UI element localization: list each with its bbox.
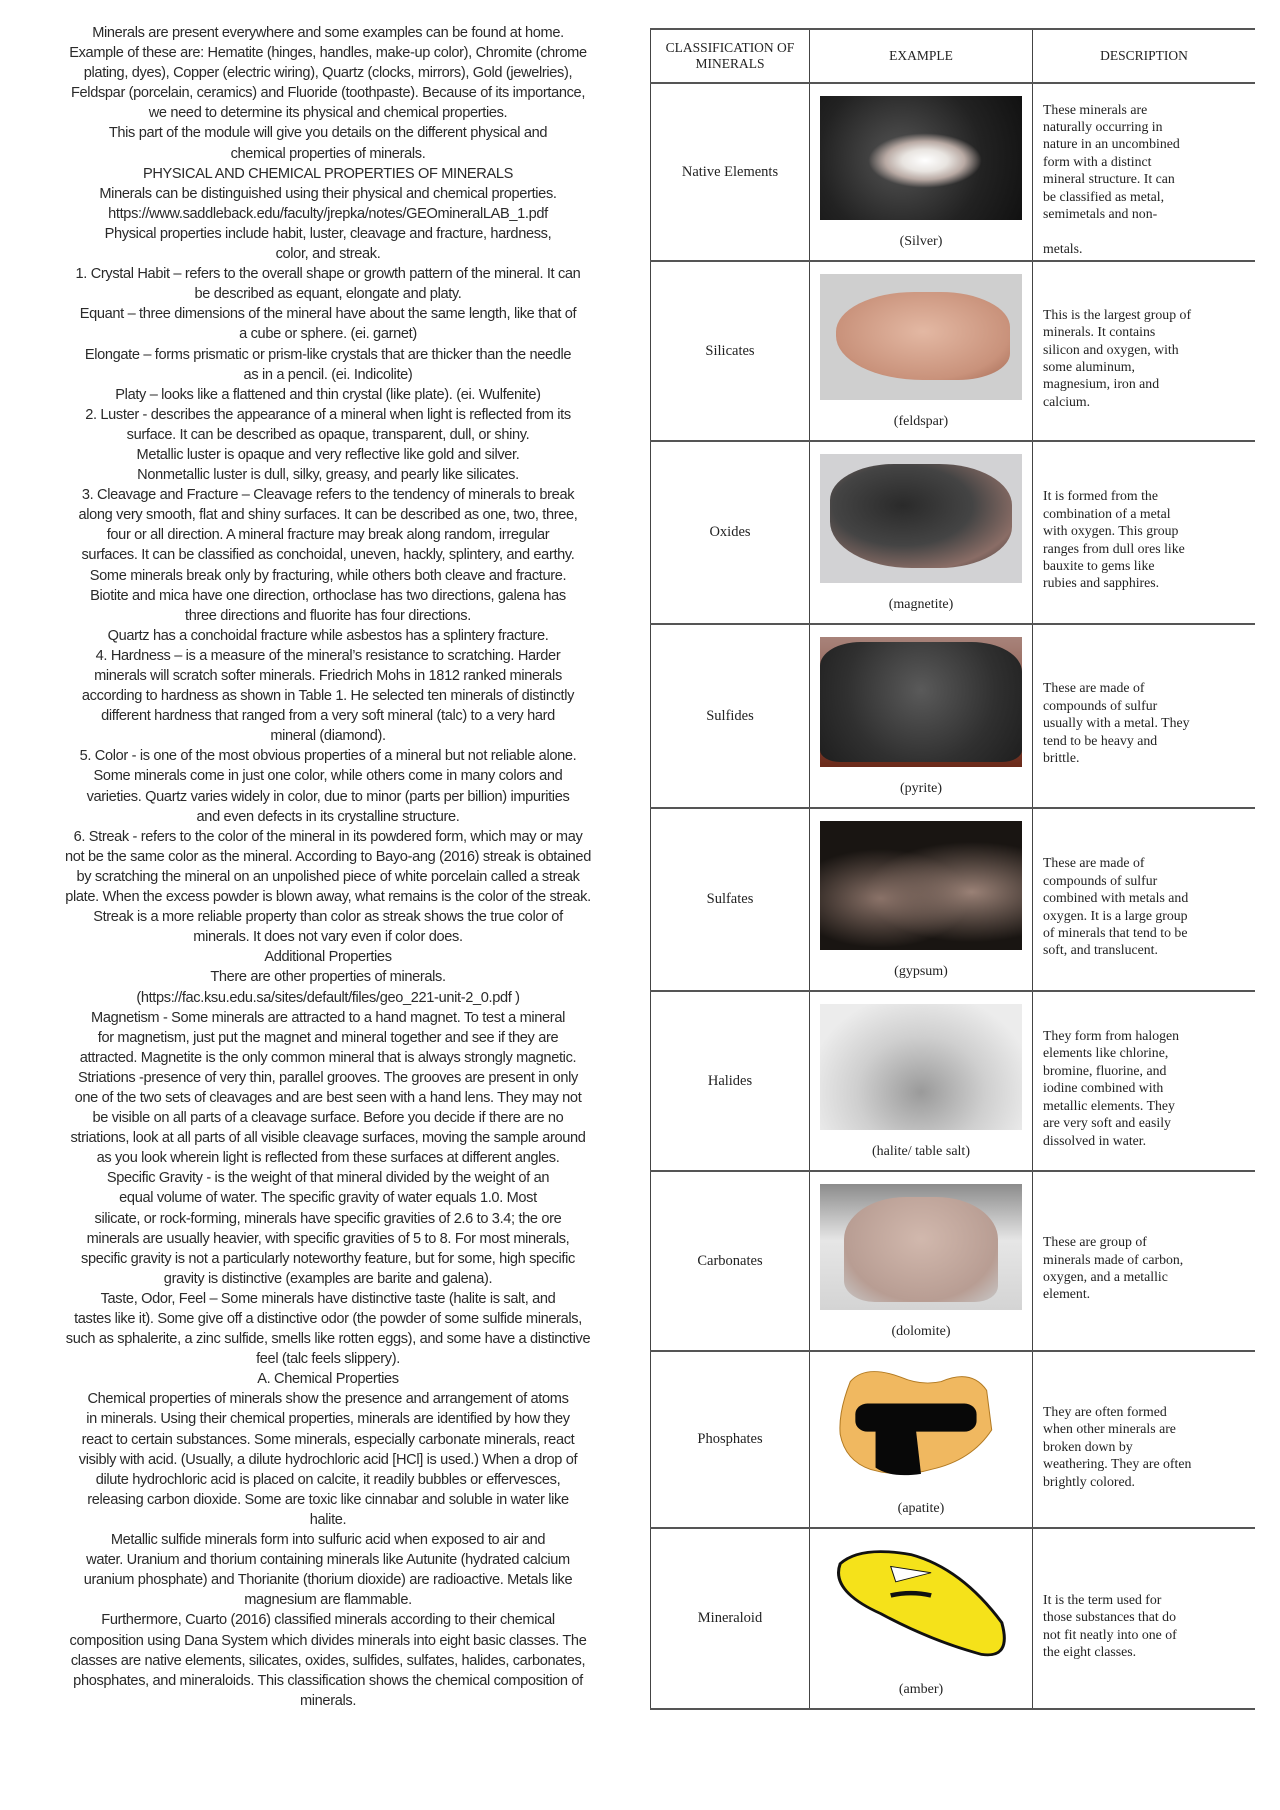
description-cell bbox=[1033, 84, 1255, 260]
example-cell bbox=[810, 1529, 1033, 1708]
text-line: Metallic sulfide minerals form into sulfuric acid when exposed to air and bbox=[110, 1532, 546, 1549]
text-line: minerals. bbox=[299, 1692, 357, 1709]
text-line: specific gravity is not a particularly noteworthy feature, but for some, high specific bbox=[81, 1250, 575, 1267]
text-line: There are other properties of minerals. bbox=[210, 969, 446, 986]
text-line: color, and streak. bbox=[275, 246, 381, 263]
mineral-classification-table bbox=[650, 28, 1255, 1710]
text-line: composition using Dana System which divides minerals into eight basic classes. The bbox=[69, 1632, 587, 1649]
text-line: Physical properties include habit, luster, cleavage and fracture, hardness, bbox=[104, 225, 552, 242]
description-line: metals. bbox=[1043, 240, 1083, 256]
text-line[interactable]: https://www.saddleback.edu/faculty/jrepka/notes/GEOmineralLAB_1.pdf bbox=[108, 205, 548, 222]
text-line: along very smooth, flat and shiny surfaces. It can be described as one, two, three, bbox=[78, 507, 578, 524]
description-line: elements like chlorine, bbox=[1043, 1045, 1169, 1061]
description-cell bbox=[1033, 809, 1255, 990]
dolomite-photo bbox=[820, 1184, 1022, 1310]
classification-cell: Silicates bbox=[650, 262, 810, 440]
text-line: be visible on all parts of a cleavage surface. Before you decide if there are no bbox=[92, 1110, 564, 1127]
description-line: compounds of sulfur bbox=[1043, 697, 1158, 713]
description-line: iodine combined with bbox=[1043, 1080, 1164, 1096]
text-line: Some minerals come in just one color, while others come in many colors and bbox=[93, 768, 563, 785]
description-line: some aluminum, bbox=[1043, 359, 1135, 374]
description-cell bbox=[1033, 992, 1255, 1170]
description-line: calcium. bbox=[1043, 393, 1091, 409]
text-line: Feldspar (porcelain, ceramics) and Fluoride (toothpaste). Because of its importance, bbox=[70, 85, 586, 102]
classification-cell: Sulfides bbox=[650, 625, 810, 807]
description-line: dissolved in water. bbox=[1043, 1132, 1147, 1148]
text-line: one of the two sets of cleavages and are best seen with a hand lens. They may not bbox=[74, 1089, 582, 1106]
header-description: DESCRIPTION bbox=[1100, 48, 1188, 64]
text-line: and even defects in its crystalline structure. bbox=[196, 808, 460, 825]
example-caption: (apatite) bbox=[897, 1501, 945, 1516]
text-line: Streak is a more reliable property than color as streak shows the true color of bbox=[93, 909, 563, 926]
description-line: These are group of bbox=[1043, 1234, 1147, 1250]
apatite-drawing bbox=[820, 1364, 1022, 1487]
description-line: It is the term used for bbox=[1043, 1591, 1162, 1607]
text-line: Specific Gravity - is the weight of that mineral divided by the weight of an bbox=[106, 1170, 550, 1187]
example-cell bbox=[810, 1352, 1033, 1527]
classification-cell: Halides bbox=[650, 992, 810, 1170]
text-line: plating, dyes), Copper (electric wiring), Quartz (clocks, mirrors), Gold (jewelries), bbox=[83, 65, 573, 82]
table-row bbox=[650, 1172, 1255, 1352]
table-row bbox=[650, 262, 1255, 442]
description-line: with oxygen. This group bbox=[1043, 523, 1179, 539]
text-line: This part of the module will give you details on the different physical and bbox=[108, 125, 548, 142]
text-line: 3. Cleavage and Fracture – Cleavage refers to the tendency of minerals to break bbox=[81, 487, 575, 504]
text-line: 6. Streak - refers to the color of the mineral in its powdered form, which may or may bbox=[73, 828, 583, 845]
description-line: bauxite to gems like bbox=[1043, 557, 1155, 573]
description-line: They form from halogen bbox=[1043, 1028, 1180, 1044]
text-line: silicate, or rock-forming, minerals have specific gravities of 2.6 to 3.4; the ore bbox=[94, 1210, 562, 1227]
example-cell bbox=[810, 1172, 1033, 1350]
text-line: 4. Hardness – is a measure of the mineral’s resistance to scratching. Harder bbox=[95, 647, 561, 664]
text-line: surfaces. It can be classified as conchoidal, uneven, hackly, splintery, and earthy. bbox=[81, 547, 575, 564]
classification-cell: Mineraloid bbox=[650, 1529, 810, 1708]
description-cell bbox=[1033, 625, 1255, 807]
example-cell bbox=[810, 625, 1033, 807]
table-row bbox=[650, 809, 1255, 992]
description-line: This is the largest group of bbox=[1043, 306, 1192, 322]
description-line: not fit neatly into one of bbox=[1043, 1626, 1177, 1642]
example-caption: (amber) bbox=[898, 1682, 944, 1697]
text-line: classes are native elements, silicates, oxides, sulfides, sulfates, halides, carbonates, bbox=[70, 1652, 586, 1669]
text-line: PHYSICAL AND CHEMICAL PROPERTIES OF MINERALS bbox=[142, 165, 514, 182]
text-line: 5. Color - is one of the most obvious properties of a mineral but not reliable alone. bbox=[79, 748, 577, 765]
text-line: gravity is distinctive (examples are barite and galena). bbox=[163, 1270, 493, 1287]
text-line: Example of these are: Hematite (hinges, handles, make-up color), Chromite (chrome bbox=[69, 45, 587, 62]
text-line: Taste, Odor, Feel – Some minerals have distinctive taste (halite is salt, and bbox=[100, 1290, 556, 1307]
description-line: nature in an uncombined bbox=[1043, 136, 1180, 152]
text-line: minerals are usually heavier, with specific gravities of 5 to 8. For most minerals, bbox=[86, 1230, 570, 1247]
text-line: uranium phosphate) and Thorianite (thorium dioxide) are radioactive. Metals like bbox=[83, 1572, 573, 1589]
description-line: be classified as metal, bbox=[1043, 188, 1165, 204]
classification-cell: Sulfates bbox=[650, 809, 810, 990]
text-line: be described as equant, elongate and platy. bbox=[194, 286, 462, 303]
text-line: Striations -presence of very thin, parallel grooves. The grooves are present in only bbox=[77, 1069, 579, 1086]
table-row bbox=[650, 1352, 1255, 1529]
text-line: a cube or sphere. (ei. garnet) bbox=[239, 326, 417, 343]
text-line: Biotite and mica have one direction, orthoclase has two directions, galena has bbox=[90, 587, 566, 604]
table-row bbox=[650, 442, 1255, 625]
feldspar-photo bbox=[820, 274, 1022, 400]
description-line: These are made of bbox=[1043, 680, 1145, 696]
text-line: Nonmetallic luster is dull, silky, greasy, and pearly like silicates. bbox=[137, 467, 519, 484]
classification-cell: Oxides bbox=[650, 442, 810, 623]
text-line: four or all direction. A mineral fracture may break along random, irregular bbox=[106, 527, 550, 544]
text-line: in minerals. Using their chemical properties, minerals are identified by how they bbox=[86, 1411, 570, 1428]
table-row bbox=[650, 625, 1255, 809]
text-line: Metallic luster is opaque and very reflective like gold and silver. bbox=[136, 446, 520, 463]
text-line: such as sphalerite, a zinc sulfide, smells like rotten eggs), and some have a distinctive bbox=[65, 1331, 591, 1348]
text-line: Chemical properties of minerals show the presence and arrangement of atoms bbox=[87, 1391, 569, 1408]
text-line: plate. When the excess powder is blown away, what remains is the color of the streak. bbox=[65, 889, 591, 906]
text-line: react to certain substances. Some minerals, especially carbonate minerals, react bbox=[81, 1431, 575, 1448]
example-caption: (pyrite) bbox=[900, 781, 942, 796]
description-line: naturally occurring in bbox=[1043, 119, 1163, 135]
text-line: Elongate – forms prismatic or prism-like crystals that are thicker than the needle bbox=[84, 346, 572, 363]
description-cell bbox=[1033, 442, 1255, 623]
text-line: phosphates, and mineraloids. This classification shows the chemical composition of bbox=[73, 1672, 583, 1689]
text-line[interactable]: (https://fac.ksu.edu.sa/sites/default/files/geo_221-unit-2_0.pdf ) bbox=[136, 989, 520, 1006]
text-line: varieties. Quartz varies widely in color, due to minor (parts per billion) impurities bbox=[86, 788, 570, 805]
description-line: semimetals and non- bbox=[1043, 206, 1158, 222]
description-line: It is formed from the bbox=[1043, 488, 1158, 504]
table-row bbox=[650, 1529, 1255, 1710]
header-classification: CLASSIFICATION OF MINERALS bbox=[650, 30, 810, 82]
example-caption: (Silver) bbox=[899, 234, 943, 249]
text-line: Minerals can be distinguished using their physical and chemical properties. bbox=[99, 185, 557, 202]
example-caption: (feldspar) bbox=[893, 414, 949, 429]
description-cell bbox=[1033, 1529, 1255, 1708]
description-line: These are made of bbox=[1043, 855, 1145, 871]
classification-cell: Carbonates bbox=[650, 1172, 810, 1350]
description-cell bbox=[1033, 262, 1255, 440]
text-line: striations, look at all parts of all visible cleavage surfaces, moving the sample around bbox=[70, 1130, 586, 1147]
example-caption: (dolomite) bbox=[891, 1324, 951, 1339]
description-line: soft, and translucent. bbox=[1043, 942, 1158, 958]
example-caption: (gypsum) bbox=[894, 964, 948, 979]
text-line: different hardness that ranged from a very soft mineral (talc) to a very hard bbox=[101, 708, 555, 725]
text-line: Some minerals break only by fracturing, while others both cleave and fracture. bbox=[89, 567, 567, 584]
text-line: magnesium are flammable. bbox=[244, 1592, 412, 1609]
description-line: the eight classes. bbox=[1043, 1643, 1137, 1659]
description-line: usually with a metal. They bbox=[1043, 715, 1190, 731]
description-line: are very soft and easily bbox=[1043, 1115, 1171, 1131]
text-line: for magnetism, just put the magnet and mineral together and see if they are bbox=[97, 1029, 559, 1046]
description-line bbox=[1043, 223, 1247, 240]
text-line: attracted. Magnetite is the only common mineral that is always strongly magnetic. bbox=[79, 1049, 577, 1066]
description-line: weathering. They are often bbox=[1043, 1456, 1192, 1472]
description-line: combination of a metal bbox=[1043, 505, 1171, 521]
text-line: 1. Crystal Habit – refers to the overall shape or growth pattern of the mineral. It can bbox=[75, 266, 581, 283]
silver-photo bbox=[820, 96, 1022, 220]
text-line: not be the same color as the mineral. According to Bayo-ang (2016) streak is obtained bbox=[65, 848, 591, 865]
text-line: water. Uranium and thorium containing minerals like Autunite (hydrated calcium bbox=[86, 1552, 570, 1569]
text-line: we need to determine its physical and chemical properties. bbox=[148, 105, 508, 122]
description-line: These minerals are bbox=[1043, 101, 1148, 117]
example-caption: (magnetite) bbox=[888, 597, 954, 612]
description-cell bbox=[1033, 1172, 1255, 1350]
text-line: A. Chemical Properties bbox=[257, 1371, 399, 1388]
example-cell bbox=[810, 809, 1033, 990]
example-caption: (halite/ table salt) bbox=[872, 1144, 970, 1159]
amber-drawing bbox=[820, 1541, 1022, 1668]
description-line: brightly colored. bbox=[1043, 1473, 1135, 1489]
text-line: 2. Luster - describes the appearance of a mineral when light is reflected from its bbox=[85, 406, 571, 423]
text-line: three directions and fluorite has four directions. bbox=[185, 607, 471, 624]
text-line: feel (talc feels slippery). bbox=[256, 1351, 400, 1368]
text-line: halite. bbox=[309, 1511, 347, 1528]
text-line: Magnetism - Some minerals are attracted to a hand magnet. To test a mineral bbox=[91, 1009, 565, 1026]
description-line: when other minerals are bbox=[1043, 1421, 1176, 1437]
example-cell bbox=[810, 84, 1033, 260]
description-line: silicon and oxygen, with bbox=[1043, 341, 1179, 357]
example-cell bbox=[810, 992, 1033, 1170]
text-line: equal volume of water. The specific gravity of water equals 1.0. Most bbox=[119, 1190, 537, 1207]
magnetite-photo bbox=[820, 454, 1022, 583]
text-line: Minerals are present everywhere and some examples can be found at home. bbox=[92, 25, 564, 41]
example-cell bbox=[810, 442, 1033, 623]
description-line: element. bbox=[1043, 1286, 1091, 1302]
text-line: tastes like it). Some give off a distinctive odor (the powder of some sulfide minerals, bbox=[74, 1311, 582, 1327]
description-line: brittle. bbox=[1043, 750, 1080, 766]
pyrite-photo bbox=[820, 637, 1022, 767]
table-row bbox=[650, 84, 1255, 262]
text-line: Additional Properties bbox=[264, 949, 392, 966]
description-line: metallic elements. They bbox=[1043, 1097, 1175, 1113]
description-line: rubies and sapphires. bbox=[1043, 575, 1160, 591]
text-line: according to hardness as shown in Table 1. He selected ten minerals of distinctly bbox=[81, 688, 575, 705]
module-body-text bbox=[12, 23, 644, 1711]
text-line: Platy – looks like a flattened and thin crystal (like plate). (ei. Wulfenite) bbox=[115, 386, 541, 403]
description-line: They are often formed bbox=[1043, 1403, 1167, 1419]
classification-cell: Phosphates bbox=[650, 1352, 810, 1527]
description-line: ranges from dull ores like bbox=[1043, 540, 1185, 556]
text-line: surface. It can be described as opaque, transparent, dull, or shiny. bbox=[126, 426, 530, 443]
example-cell bbox=[810, 262, 1033, 440]
text-line: mineral (diamond). bbox=[270, 728, 386, 745]
description-cell bbox=[1033, 1352, 1255, 1527]
text-line: minerals. It does not vary even if color does. bbox=[193, 929, 463, 946]
header-example: EXAMPLE bbox=[810, 30, 1033, 82]
description-line: bromine, fluorine, and bbox=[1043, 1062, 1167, 1078]
table-row bbox=[650, 992, 1255, 1172]
description-line: minerals made of carbon, bbox=[1043, 1251, 1184, 1267]
description-line: compounds of sulfur bbox=[1043, 872, 1158, 888]
description-line: magnesium, iron and bbox=[1043, 376, 1160, 392]
text-line: as in a pencil. (ei. Indicolite) bbox=[243, 366, 413, 383]
text-line: minerals will scratch softer minerals. Friedrich Mohs in 1812 ranked minerals bbox=[94, 668, 562, 684]
gypsum-photo bbox=[820, 821, 1022, 950]
text-line: visibly with acid. (Usually, a dilute hydrochloric acid [HCl] is used.) When a drop of bbox=[78, 1451, 578, 1468]
description-line: of minerals that tend to be bbox=[1043, 924, 1188, 940]
table-header-row bbox=[650, 30, 1255, 84]
text-line: as you look wherein light is reflected from these surfaces at different angles. bbox=[96, 1150, 560, 1167]
classification-cell: Native Elements bbox=[650, 84, 810, 260]
description-line: minerals. It contains bbox=[1043, 324, 1156, 340]
description-line: those substances that do bbox=[1043, 1609, 1176, 1625]
description-line: broken down by bbox=[1043, 1438, 1133, 1454]
text-line: dilute hydrochloric acid is placed on calcite, it readily bubbles or effervesces, bbox=[95, 1471, 561, 1488]
text-line: releasing carbon dioxide. Some are toxic like cinnabar and soluble in water like bbox=[87, 1491, 569, 1508]
text-line: Furthermore, Cuarto (2016) classified minerals according to their chemical bbox=[101, 1612, 555, 1629]
description-line: combined with metals and bbox=[1043, 890, 1189, 906]
text-line: Equant – three dimensions of the mineral have about the same length, like that of bbox=[79, 306, 577, 323]
description-line: mineral structure. It can bbox=[1043, 171, 1175, 187]
text-line: by scratching the mineral on an unpolished piece of white porcelain called a streak bbox=[76, 868, 580, 885]
description-line: form with a distinct bbox=[1043, 153, 1152, 169]
text-line: Quartz has a conchoidal fracture while asbestos has a splintery fracture. bbox=[107, 627, 549, 644]
text-line: chemical properties of minerals. bbox=[230, 145, 426, 162]
description-line: oxygen. It is a large group bbox=[1043, 907, 1188, 923]
description-line: oxygen, and a metallic bbox=[1043, 1269, 1168, 1284]
halite-photo bbox=[820, 1004, 1022, 1130]
description-line: tend to be heavy and bbox=[1043, 732, 1158, 748]
